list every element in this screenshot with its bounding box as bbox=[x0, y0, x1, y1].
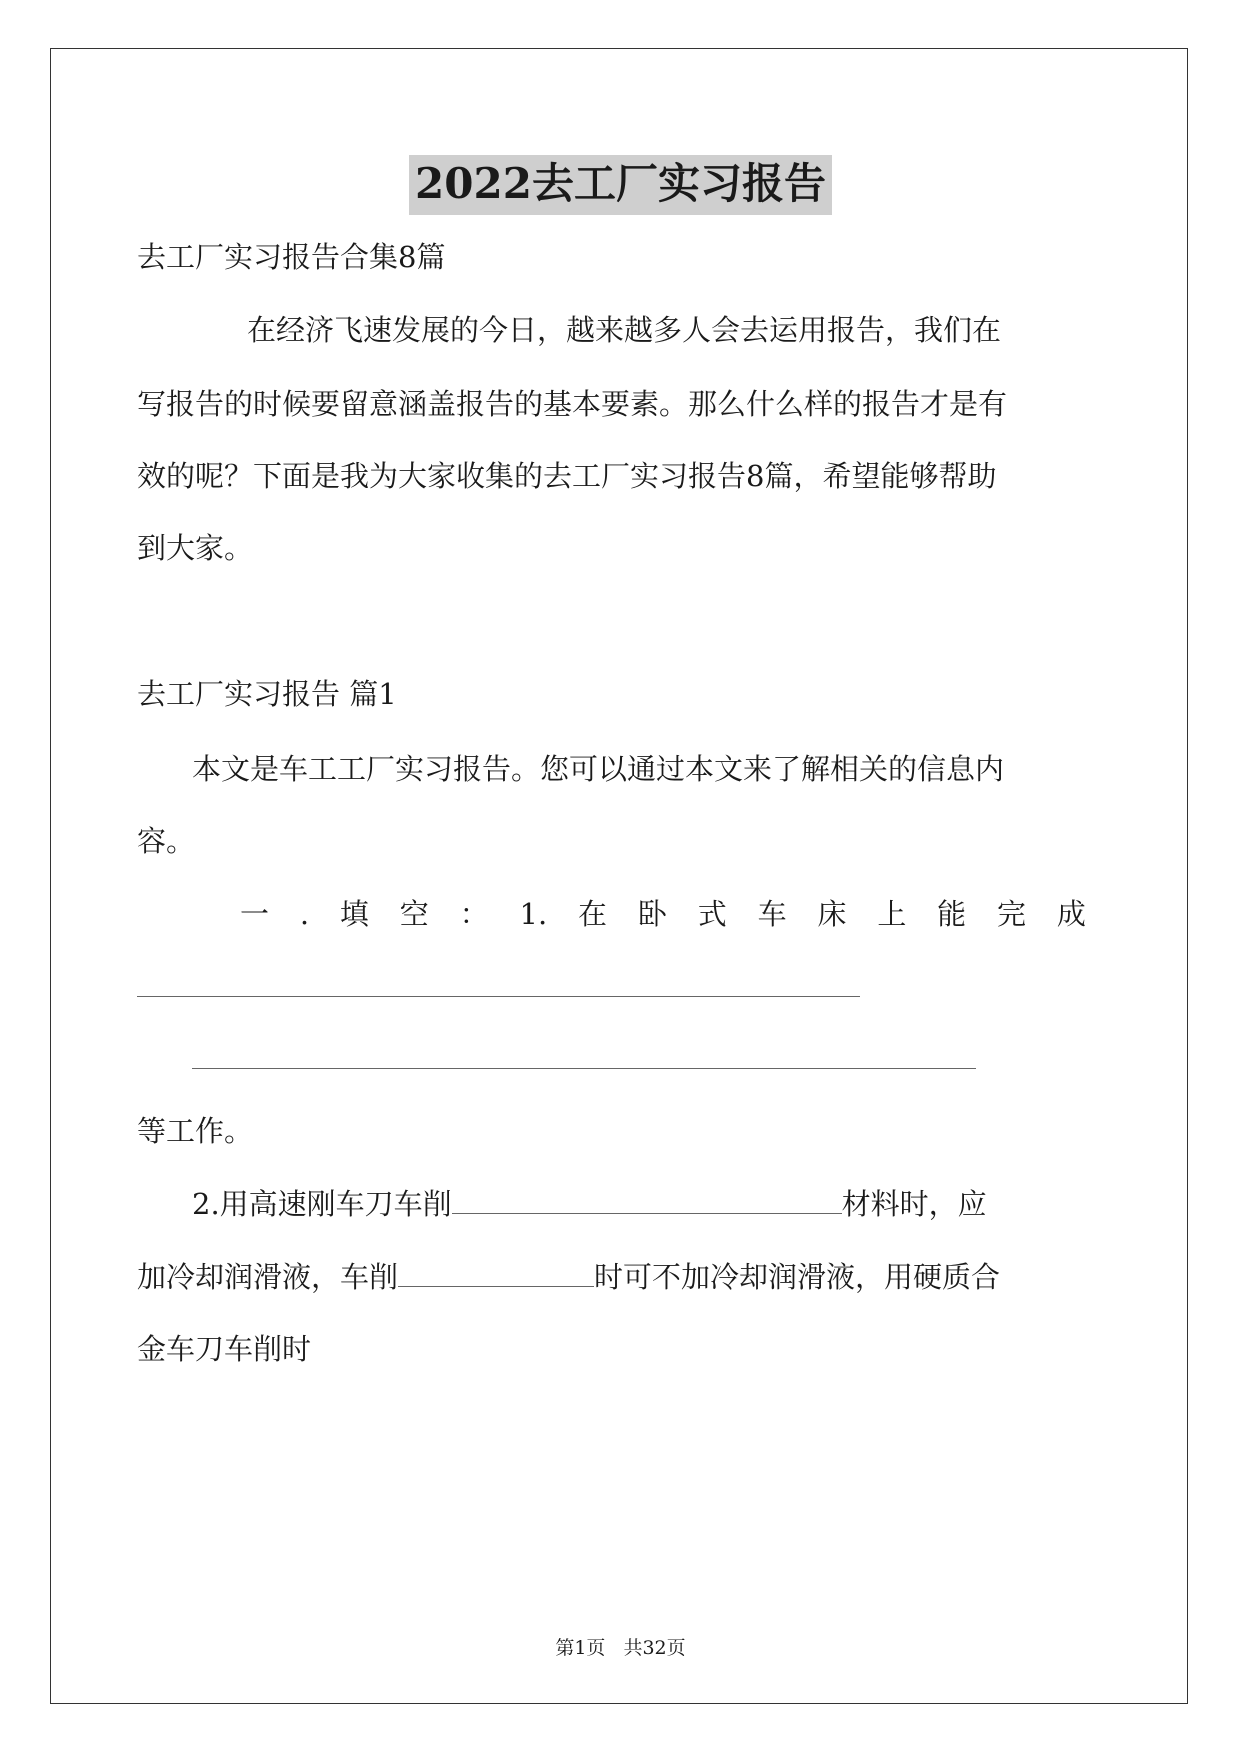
question-2-line-3: 金车刀车削时 bbox=[137, 1332, 312, 1366]
fill-token: 卧 bbox=[637, 897, 667, 931]
fill-token: 能 bbox=[937, 897, 967, 931]
question-2-line-2 bbox=[137, 1260, 1000, 1295]
question-2-line-1 bbox=[192, 1187, 987, 1222]
collection-heading: 去工厂实习报告合集8篇 bbox=[137, 240, 446, 274]
intro-line-3: 效的呢？下面是我为大家收集的去工厂实习报告8篇，希望能够帮助 bbox=[137, 459, 997, 493]
page-total: 共32页 bbox=[623, 1637, 686, 1659]
intro-line-1: 在经济飞速发展的今日，越来越多人会去运用报告，我们在 bbox=[247, 313, 1002, 347]
q2-text-d: 时可不加冷却润滑液，用硬质合 bbox=[594, 1260, 1001, 1294]
fill-token: 空 bbox=[399, 897, 429, 931]
fill-token: 完 bbox=[997, 897, 1027, 931]
fill-token: 成 bbox=[1056, 897, 1086, 931]
answer-blank-line-1 bbox=[137, 996, 860, 997]
page-number: 第1页 bbox=[555, 1637, 606, 1659]
q2-text-b: 材料时，应 bbox=[841, 1187, 987, 1221]
fill-token: 填 bbox=[339, 897, 369, 931]
fill-blank-heading bbox=[240, 897, 1086, 932]
document-title: 2022去工厂实习报告 bbox=[409, 155, 832, 215]
section-intro-line-1: 本文是车工工厂实习报告。您可以通过本文来了解相关的信息内 bbox=[192, 752, 1005, 786]
fill-token: 一 bbox=[240, 897, 270, 931]
fill-token: . bbox=[299, 897, 310, 931]
answer-blank-line-2 bbox=[192, 1068, 976, 1069]
page-footer bbox=[0, 1633, 1241, 1660]
page-border bbox=[50, 48, 1188, 1704]
fill-token: 上 bbox=[877, 897, 907, 931]
fill-token: 床 bbox=[817, 897, 847, 931]
intro-line-4: 到大家。 bbox=[137, 531, 254, 565]
section-heading: 去工厂实习报告 篇1 bbox=[137, 677, 397, 711]
fill-token: ： bbox=[459, 897, 489, 931]
q2-blank-2 bbox=[398, 1262, 594, 1287]
fill-token: 1. bbox=[519, 897, 548, 931]
section-intro-line-2: 容。 bbox=[137, 824, 196, 858]
after-blank-text: 等工作。 bbox=[137, 1114, 254, 1148]
fill-token: 式 bbox=[697, 897, 727, 931]
fill-token: 在 bbox=[578, 897, 608, 931]
intro-line-2: 写报告的时候要留意涵盖报告的基本要素。那么什么样的报告才是有 bbox=[137, 387, 1008, 421]
q2-text-c: 加冷却润滑液，车削 bbox=[137, 1260, 399, 1294]
fill-token: 车 bbox=[757, 897, 787, 931]
q2-text-a: 2.用高速刚车刀车削 bbox=[192, 1187, 452, 1221]
q2-blank-1 bbox=[452, 1189, 842, 1214]
